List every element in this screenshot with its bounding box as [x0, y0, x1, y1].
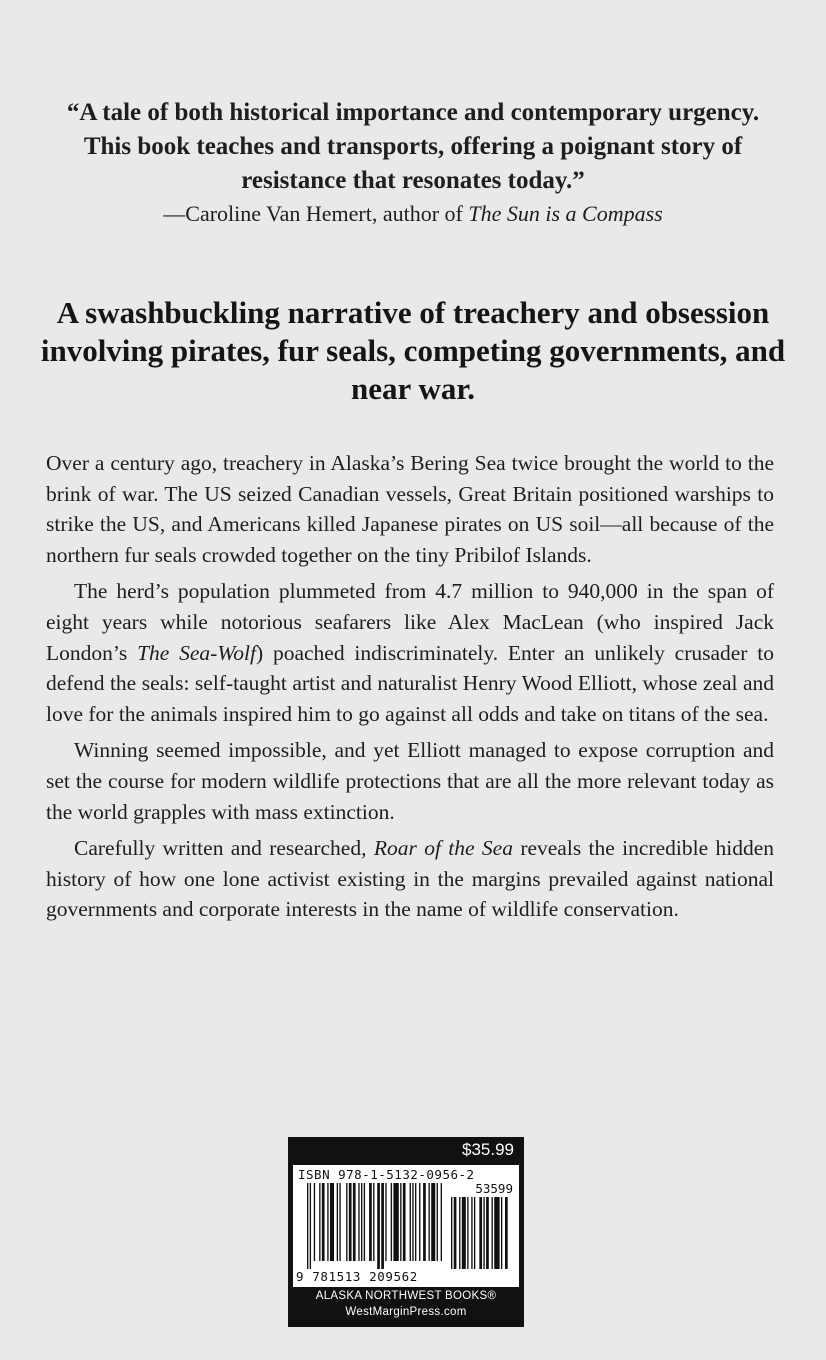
barcode-bar	[349, 1183, 352, 1261]
barcode-bar	[454, 1197, 457, 1269]
ean-digits: 9 781513 209562	[296, 1269, 418, 1284]
barcode-bar	[381, 1183, 384, 1269]
barcode-bar	[393, 1183, 398, 1261]
barcode-bar	[330, 1183, 334, 1261]
isbn-number: ISBN 978-1-5132-0956-2	[298, 1167, 475, 1182]
barcode-bar	[391, 1183, 392, 1261]
barcode-bar	[419, 1183, 420, 1261]
barcode-bar	[462, 1197, 466, 1269]
paragraph-4-part-a: Carefully written and researched,	[74, 836, 367, 861]
barcode-bar	[373, 1183, 374, 1261]
barcode-bar	[494, 1197, 499, 1269]
barcode-bar	[400, 1183, 401, 1261]
barcode-bar	[369, 1183, 372, 1261]
barcode-bar	[467, 1197, 468, 1269]
barcode-bar	[479, 1197, 482, 1269]
barcode-bar	[327, 1183, 328, 1261]
description-body	[46, 448, 774, 931]
barcode-bar	[505, 1197, 508, 1269]
barcode-bar	[361, 1183, 362, 1261]
sea-wolf-title: The Sea-Wolf	[137, 640, 256, 665]
paragraph-2-part-b: ) poached indiscriminately. Enter an unlikely crusader to defend the seals: self-taught artist and naturalist Henry Wood Elliott, whose zeal and love for the animals inspired him to go against all odds and take on titans of the sea.	[46, 640, 775, 726]
barcode-bar	[459, 1197, 460, 1269]
barcode-bar	[415, 1183, 416, 1261]
barcode-bar	[501, 1197, 502, 1269]
quote-text: “A tale of both historical importance and contemporary urgency. This book teaches and transports, offering a poignant story of resistance that resonates today.”	[66, 99, 760, 194]
barcode-bar	[322, 1183, 325, 1261]
barcode-bar	[403, 1183, 406, 1261]
paragraph-2-part-a: The herd’s population plummeted from 4.7 million to 940,000 in the span of eight years while notorious seafarers like Alex MacLean (who inspired Jack London’s	[46, 579, 774, 665]
barcode-bar	[441, 1183, 442, 1261]
attribution-book-title: The Sun is a Compass	[468, 201, 663, 226]
barcode-area	[293, 1165, 519, 1287]
publisher-info	[288, 1288, 524, 1320]
price: $35.99	[462, 1140, 514, 1159]
barcode-bar	[492, 1197, 493, 1269]
barcode-bar	[471, 1197, 472, 1269]
addon-barcode-icon	[451, 1197, 511, 1269]
barcode-bar	[486, 1197, 489, 1269]
barcode-bar	[437, 1183, 438, 1261]
barcode-bar	[307, 1183, 308, 1269]
barcode-bar	[483, 1197, 484, 1269]
barcode-bar	[364, 1183, 365, 1261]
barcode-bar	[339, 1183, 340, 1261]
barcode-panel	[288, 1137, 524, 1327]
barcode-bar	[319, 1183, 320, 1261]
barcode-bar	[423, 1183, 426, 1261]
quote-attribution	[60, 198, 766, 230]
barcode-bar	[431, 1183, 435, 1261]
paragraph-2	[46, 576, 774, 729]
paragraph-4-part-b: reveals the incredible hidden history of how one lone activist existing in the margins prevailed against national governments and corporate interests in the name of wildlife conservation.	[46, 836, 774, 922]
headline: A swashbuckling narrative of treachery and obsession involving pirates, fur seals, competing governments, and near war.	[40, 295, 786, 406]
endorsement-quote	[60, 96, 766, 230]
paragraph-3: Winning seemed impossible, and yet Elliott managed to expose corruption and set the course for modern wildlife protections that are all the more relevant today as the world grapples with mass extinction.	[46, 738, 774, 824]
barcode-bar	[346, 1183, 347, 1261]
attribution-prefix: —Caroline Van Hemert, author of	[163, 201, 463, 226]
barcode-bar	[353, 1183, 356, 1261]
paragraph-4	[46, 833, 774, 925]
barcode-bar	[358, 1183, 359, 1261]
barcode-bar	[337, 1183, 338, 1261]
publisher-website: WestMarginPress.com	[345, 1306, 467, 1318]
paragraph-1: Over a century ago, treachery in Alaska’s Bering Sea twice brought the world to the brink of war. The US seized Canadian vessels, Great Britain positioned warships to strike the US, and Americans killed Japanese pirates on US soil—all because of the northern fur seals crowded together on the tiny Pribilof Islands.	[46, 451, 774, 567]
barcode-bar	[474, 1197, 475, 1269]
publisher-name: ALASKA NORTHWEST BOOKS®	[315, 1290, 497, 1302]
barcode-bar	[314, 1183, 315, 1261]
barcode-bar	[412, 1183, 413, 1261]
addon-number: 53599	[475, 1181, 513, 1196]
barcode-bar	[385, 1183, 386, 1261]
barcode-bar	[451, 1197, 452, 1269]
barcode-bar	[410, 1183, 411, 1261]
barcode-bar	[310, 1183, 311, 1269]
roar-of-the-sea-title: Roar of the Sea	[373, 836, 513, 861]
ean-barcode-icon	[307, 1183, 447, 1269]
barcode-bar	[429, 1183, 430, 1261]
barcode-bar	[377, 1183, 380, 1269]
